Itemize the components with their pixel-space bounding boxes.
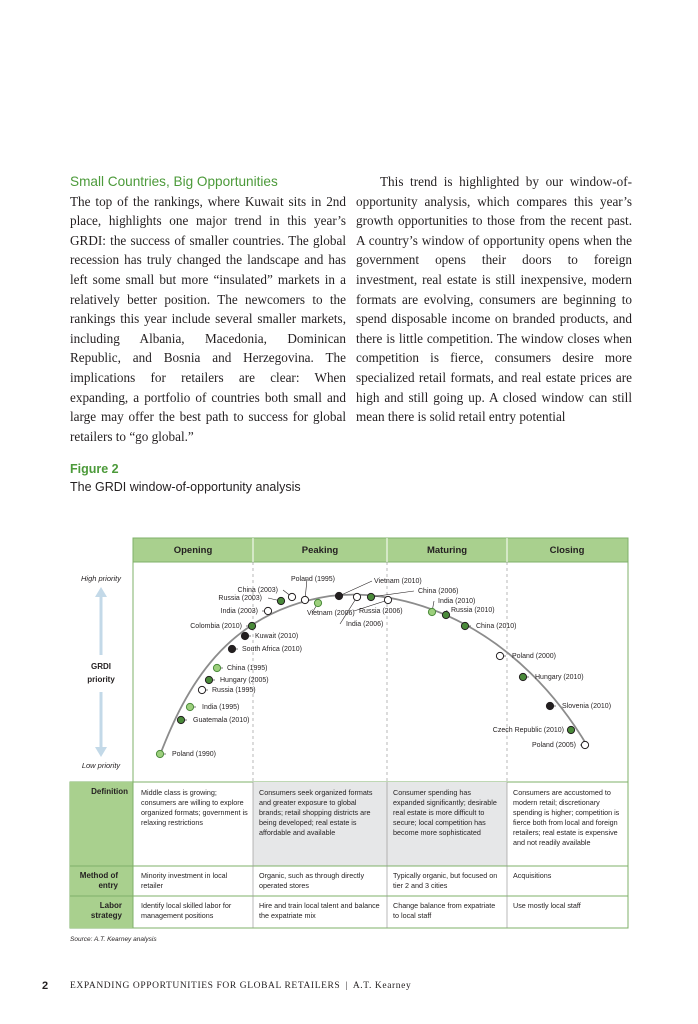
curve-point-marker: [384, 596, 391, 603]
curve-point-label: Russia (1995): [212, 687, 256, 694]
curve-point-marker: [428, 608, 435, 615]
curve-point-label: India (2003): [220, 608, 258, 615]
curve-point-label: China (2006): [418, 588, 459, 595]
row-header-method: Method of entry: [79, 871, 118, 890]
labor-maturing: Change balance from expatriate to local staff: [393, 901, 496, 920]
section-heading: Small Countries, Big Opportunities: [70, 174, 278, 189]
arrow-down-icon: [95, 747, 107, 757]
definition-peaking: Consumers seek organized formats and greater exposure to global brands; retail shopping districts are being developed; real estate is affordable and available: [259, 788, 373, 837]
curve-point-marker: [264, 607, 271, 614]
curve-point-marker: [248, 622, 255, 629]
curve-point-marker: [156, 750, 163, 757]
curve-point-label: Colombia (2010): [190, 623, 242, 630]
curve-point-label: China (2003): [237, 587, 278, 594]
row-header-definition: Definition: [91, 787, 128, 796]
phase-opening: Opening: [173, 545, 213, 556]
curve-point-label: Poland (2000): [512, 653, 556, 660]
high-priority-label: High priority: [80, 574, 122, 583]
method-maturing: Typically organic, but focused on tier 2 and 3 cities: [393, 871, 498, 890]
figure-source: Source: A.T. Kearney analysis: [70, 936, 157, 943]
method-closing: Acquisitions: [513, 871, 552, 880]
phase-closing: Closing: [549, 545, 585, 556]
curve-point-marker: [367, 593, 374, 600]
curve-point-label: Poland (1990): [172, 751, 216, 758]
curve-point-marker: [228, 645, 235, 652]
curve-point-marker: [519, 673, 526, 680]
curve-point-marker: [314, 599, 321, 606]
curve-point-label: China (1995): [227, 665, 268, 672]
curve-point-marker: [461, 622, 468, 629]
publication-title: EXPANDING OPPORTUNITIES FOR GLOBAL RETAILERS: [70, 981, 341, 991]
point-leader-line: [371, 591, 414, 597]
phase-maturing: Maturing: [426, 545, 468, 556]
figure-label: Figure 2: [70, 462, 119, 476]
low-priority-label: Low priority: [81, 761, 121, 770]
curve-point-label: Russia (2010): [451, 607, 495, 614]
curve-point-label: India (2010): [438, 598, 476, 605]
curve-point-marker: [442, 611, 449, 618]
curve-point-marker: [581, 741, 588, 748]
left-paragraph: The top of the rankings, where Kuwait sits in 2nd place, highlights one major trend in this year’s GRDI: the success of smaller countries. The global recession has truly changed the landscape and has left some small but more “insulated” markets in a relatively better position. The newcomers to the rankings this year include several smaller markets, including Albania, Macedonia, Dominican Republic, and Bosnia and Herzegovina. The implications for retailers are clear: When expanding, a portfolio of countries both small and large may offer the best path to success for global retailers to “go global.”: [70, 193, 346, 444]
definition-opening: Middle class is growing; consumers are willing to explore organized formats; government is relaxing restrictions: [141, 788, 248, 827]
definition-closing: Consumers are accustomed to modern retail; discretionary spending is higher; competition is fierce both from local and foreign retailers; real estate is expensive and not readily available: [513, 788, 620, 847]
curve-point-label: Vietnam (2006): [307, 610, 355, 617]
curve-point-label: Russia (2003): [218, 595, 262, 602]
curve-point-marker: [301, 596, 308, 603]
curve-point-marker: [288, 593, 295, 600]
curve-point-label: Czech Republic (2010): [492, 727, 564, 734]
curve-point-label: Guatemala (2010): [193, 717, 250, 724]
gdri-axis-title: GRDI: [91, 662, 111, 671]
company-name: A.T. Kearney: [352, 981, 412, 991]
curve-point-marker: [186, 703, 193, 710]
curve-point-label: Poland (1995): [291, 576, 335, 583]
curve-point-marker: [177, 716, 184, 723]
curve-point-label: Slovenia (2010): [562, 703, 612, 710]
curve-point-marker: [496, 652, 503, 659]
definition-maturing: Consumer spending has expanded significantly; desirable real estate is more difficult to secure; local competition has become more sophisticated: [393, 788, 497, 837]
curve-point-label: Hungary (2005): [220, 677, 269, 684]
curve-point-label: South Africa (2010): [242, 646, 302, 653]
phase-peaking: Peaking: [301, 545, 339, 556]
arrow-up-icon: [95, 587, 107, 597]
curve-point-label: Russia (2006): [359, 608, 403, 615]
curve-point-marker: [213, 664, 220, 671]
curve-point-label: Hungary (2010): [535, 674, 584, 681]
curve-point-marker: [353, 593, 360, 600]
curve-point-label: Kuwait (2010): [255, 633, 299, 640]
priority-axis-title: priority: [87, 675, 115, 684]
curve-point-label: India (1995): [202, 704, 240, 711]
curve-point-label: Vietnam (2010): [374, 578, 422, 585]
curve-point-marker: [205, 676, 212, 683]
page-number: 2: [42, 980, 49, 992]
curve-point-marker: [277, 597, 284, 604]
right-paragraph: This trend is highlighted by our window-of-opportunity analysis, which compares this year’s growth opportunities to those from the recent past. A country’s window of opportunity opens when the government opens their doors to foreign investment, real estate is still inexpensive, modern formats are evolving, consumers are beginning to spend disposable income on branded products, and there is little competition. The window closes when competition is fierce, consumers desire more specialized retail formats, and real estate prices are high and still going up. A closed window can still mean there is solid retail entry potential: [356, 174, 632, 425]
curve-point-marker: [567, 726, 574, 733]
row-header-labor: Labor strategy: [90, 901, 122, 920]
curve-point-label: India (2006): [346, 621, 384, 628]
curve-point-label: China (2010): [476, 623, 517, 630]
labor-opening: Identify local skilled labor for management positions: [141, 901, 232, 920]
labor-peaking: Hire and train local talent and balance the expatriate mix: [259, 901, 380, 920]
curve-point-marker: [335, 592, 342, 599]
points-layer: [156, 576, 611, 758]
footer-separator: |: [345, 981, 348, 991]
curve-point-marker: [546, 702, 553, 709]
curve-point-marker: [198, 686, 205, 693]
labor-closing: Use mostly local staff: [513, 901, 581, 910]
method-opening: Minority investment in local retailer: [141, 871, 228, 890]
running-footer: [70, 981, 411, 991]
curve-point-marker: [241, 632, 248, 639]
curve-point-label: Poland (2005): [532, 742, 576, 749]
figure-title: The GRDI window-of-opportunity analysis: [70, 480, 301, 494]
method-peaking: Organic, such as through directly operated stores: [259, 871, 365, 890]
